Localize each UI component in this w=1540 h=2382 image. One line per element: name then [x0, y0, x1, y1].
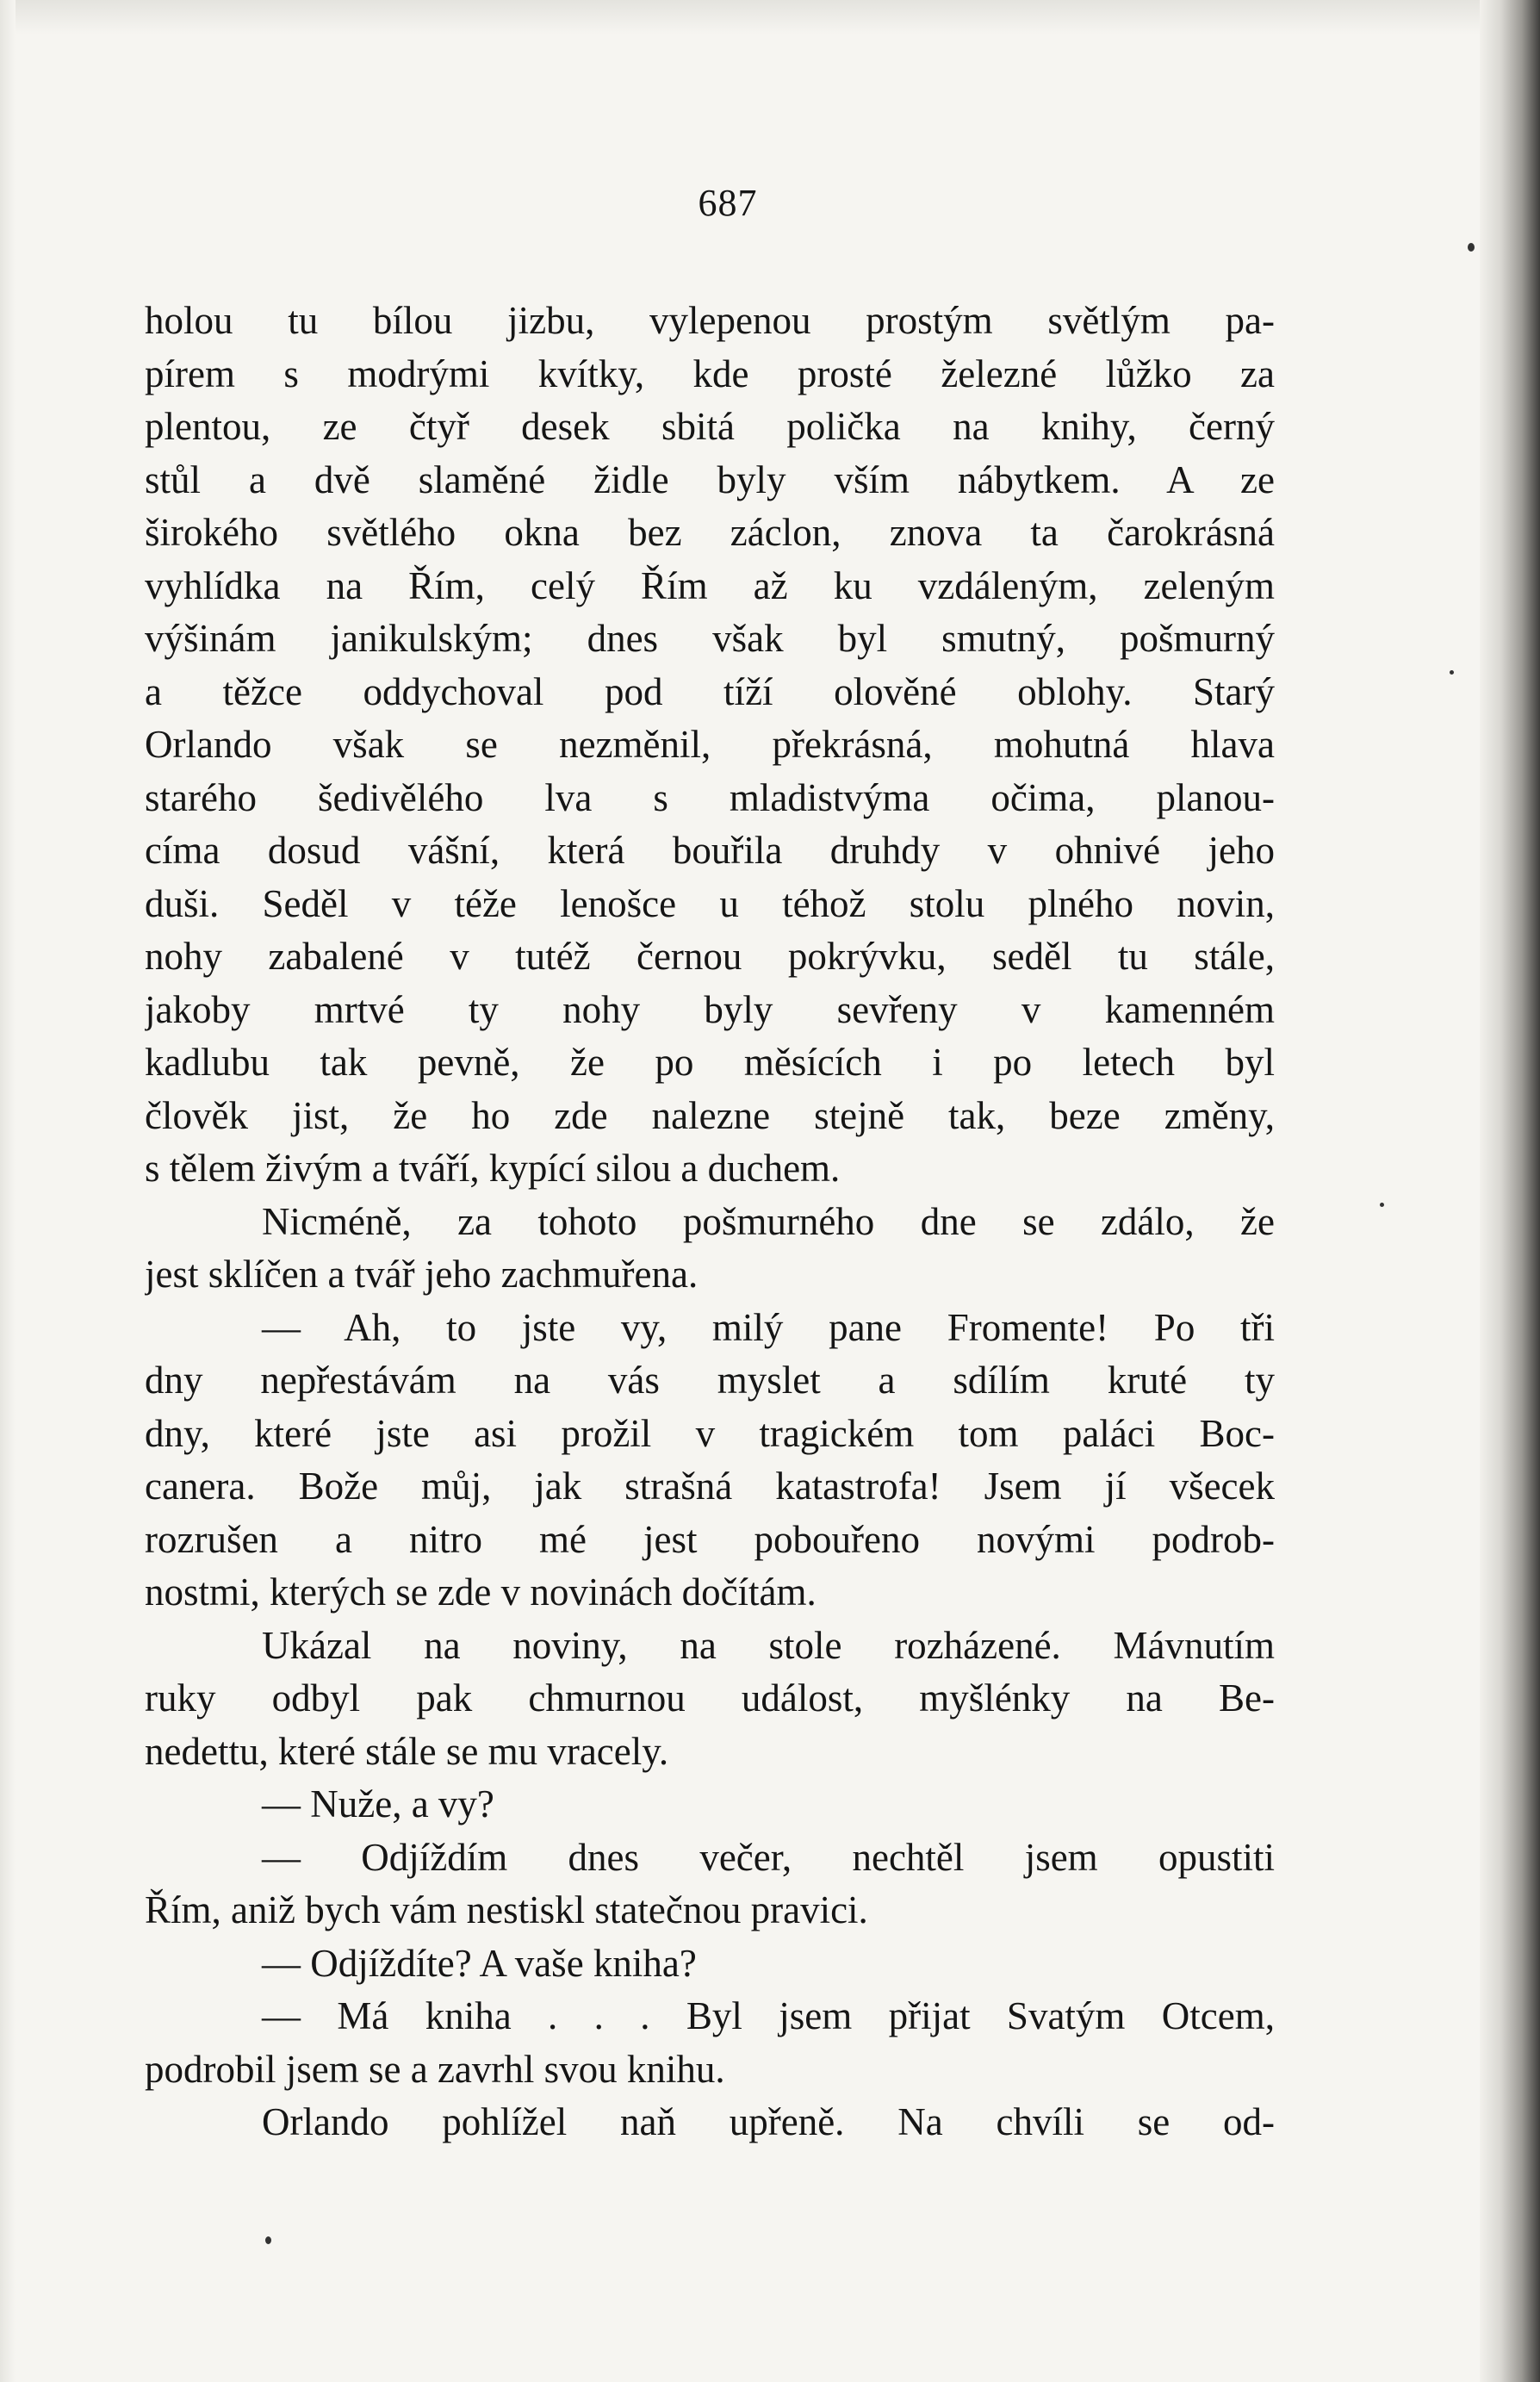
text-line: širokého světlého okna bez záclon, znova ta čarokrásná: [145, 511, 1275, 554]
text-line: dny nepřestávám na vás myslet a sdílím kruté ty: [145, 1359, 1275, 1402]
text-line: jakoby mrtvé ty nohy byly sevřeny v kamenném: [145, 987, 1275, 1031]
text-line: stůl a dvě slaměné židle byly vším nábytkem. A ze: [145, 457, 1275, 501]
text-line: Řím, aniž bych vám nestiskl statečnou pravici.: [145, 1888, 868, 1931]
text-line: a těžce oddychoval pod tíží olověné oblohy. Starý: [145, 669, 1275, 713]
page-number: 687: [698, 182, 758, 224]
page-top-edge: [0, 0, 1540, 34]
page-binding-edge: [1480, 0, 1540, 2382]
text-line: Orlando pohlížel naň upřeně. Na chvíli se od-: [262, 2100, 1275, 2143]
text-line: starého šedivělého lva s mladistvýma očima, planou-: [145, 775, 1275, 819]
text-line: pírem s modrými kvítky, kde prosté železné lůžko za: [145, 351, 1275, 395]
text-line: dny, které jste asi prožil v tragickém tom paláci Boc-: [145, 1411, 1275, 1455]
ink-speck: [265, 2236, 271, 2244]
ink-speck: [1450, 670, 1454, 675]
text-line: kadlubu tak pevně, že po měsících i po letech byl: [145, 1041, 1275, 1084]
text-line: plentou, ze čtyř desek sbitá polička na knihy, černý: [145, 405, 1275, 448]
text-line: Ukázal na noviny, na stole rozházené. Mávnutím: [262, 1623, 1275, 1667]
text-line: nostmi, kterých se zde v novinách dočítám.: [145, 1570, 817, 1614]
text-line: címa dosud vášní, která bouřila druhdy v ohnivé jeho: [145, 829, 1275, 872]
text-line: — Nuže, a vy?: [262, 1782, 494, 1825]
text-line: nedettu, které stále se mu vracely.: [145, 1729, 669, 1773]
text-line: Nicméně, za tohoto pošmurného dne se zdálo, že: [262, 1199, 1275, 1243]
text-line: canera. Bože můj, jak strašná katastrofa! Jsem jí všecek: [145, 1465, 1275, 1508]
body-text: [145, 295, 1275, 2149]
text-line: duši. Seděl v téže lenošce u téhož stolu plného novin,: [145, 881, 1275, 925]
text-line: — Odjíždím dnes večer, nechtěl jsem opustiti: [262, 1835, 1275, 1879]
page-left-edge: [0, 0, 16, 2382]
text-line: s tělem živým a tváří, kypící silou a duchem.: [145, 1147, 841, 1190]
text-line: nohy zabalené v tutéž černou pokrývku, seděl tu stále,: [145, 935, 1275, 978]
text-line: člověk jist, že ho zde nalezne stejně tak, beze změny,: [145, 1093, 1275, 1137]
text-line: — Ah, to jste vy, milý pane Fromente! Po tři: [262, 1305, 1275, 1349]
text-line: — Odjíždíte? A vaše kniha?: [262, 1941, 697, 1985]
text-line: jest sklíčen a tvář jeho zachmuřena.: [145, 1253, 699, 1296]
text-line: vyhlídka na Řím, celý Řím až ku vzdáleným, zeleným: [145, 563, 1275, 607]
text-line: rozrušen a nitro mé jest pobouřeno novými podrob-: [145, 1517, 1275, 1561]
ink-speck: [1380, 1203, 1384, 1207]
text-line: Orlando však se nezměnil, překrásná, mohutná hlava: [145, 723, 1275, 766]
text-line: výšinám janikulským; dnes však byl smutný, pošmurný: [145, 617, 1275, 660]
text-line: ruky odbyl pak chmurnou událost, myšlénky na Be-: [145, 1676, 1275, 1720]
text-line: podrobil jsem se a zavrhl svou knihu.: [145, 2047, 725, 2091]
text-line: — Má kniha . . . Byl jsem přijat Svatým Otcem,: [262, 1994, 1275, 2037]
ink-speck: [1468, 243, 1475, 252]
text-line: holou tu bílou jizbu, vylepenou prostým světlým pa-: [145, 299, 1275, 342]
